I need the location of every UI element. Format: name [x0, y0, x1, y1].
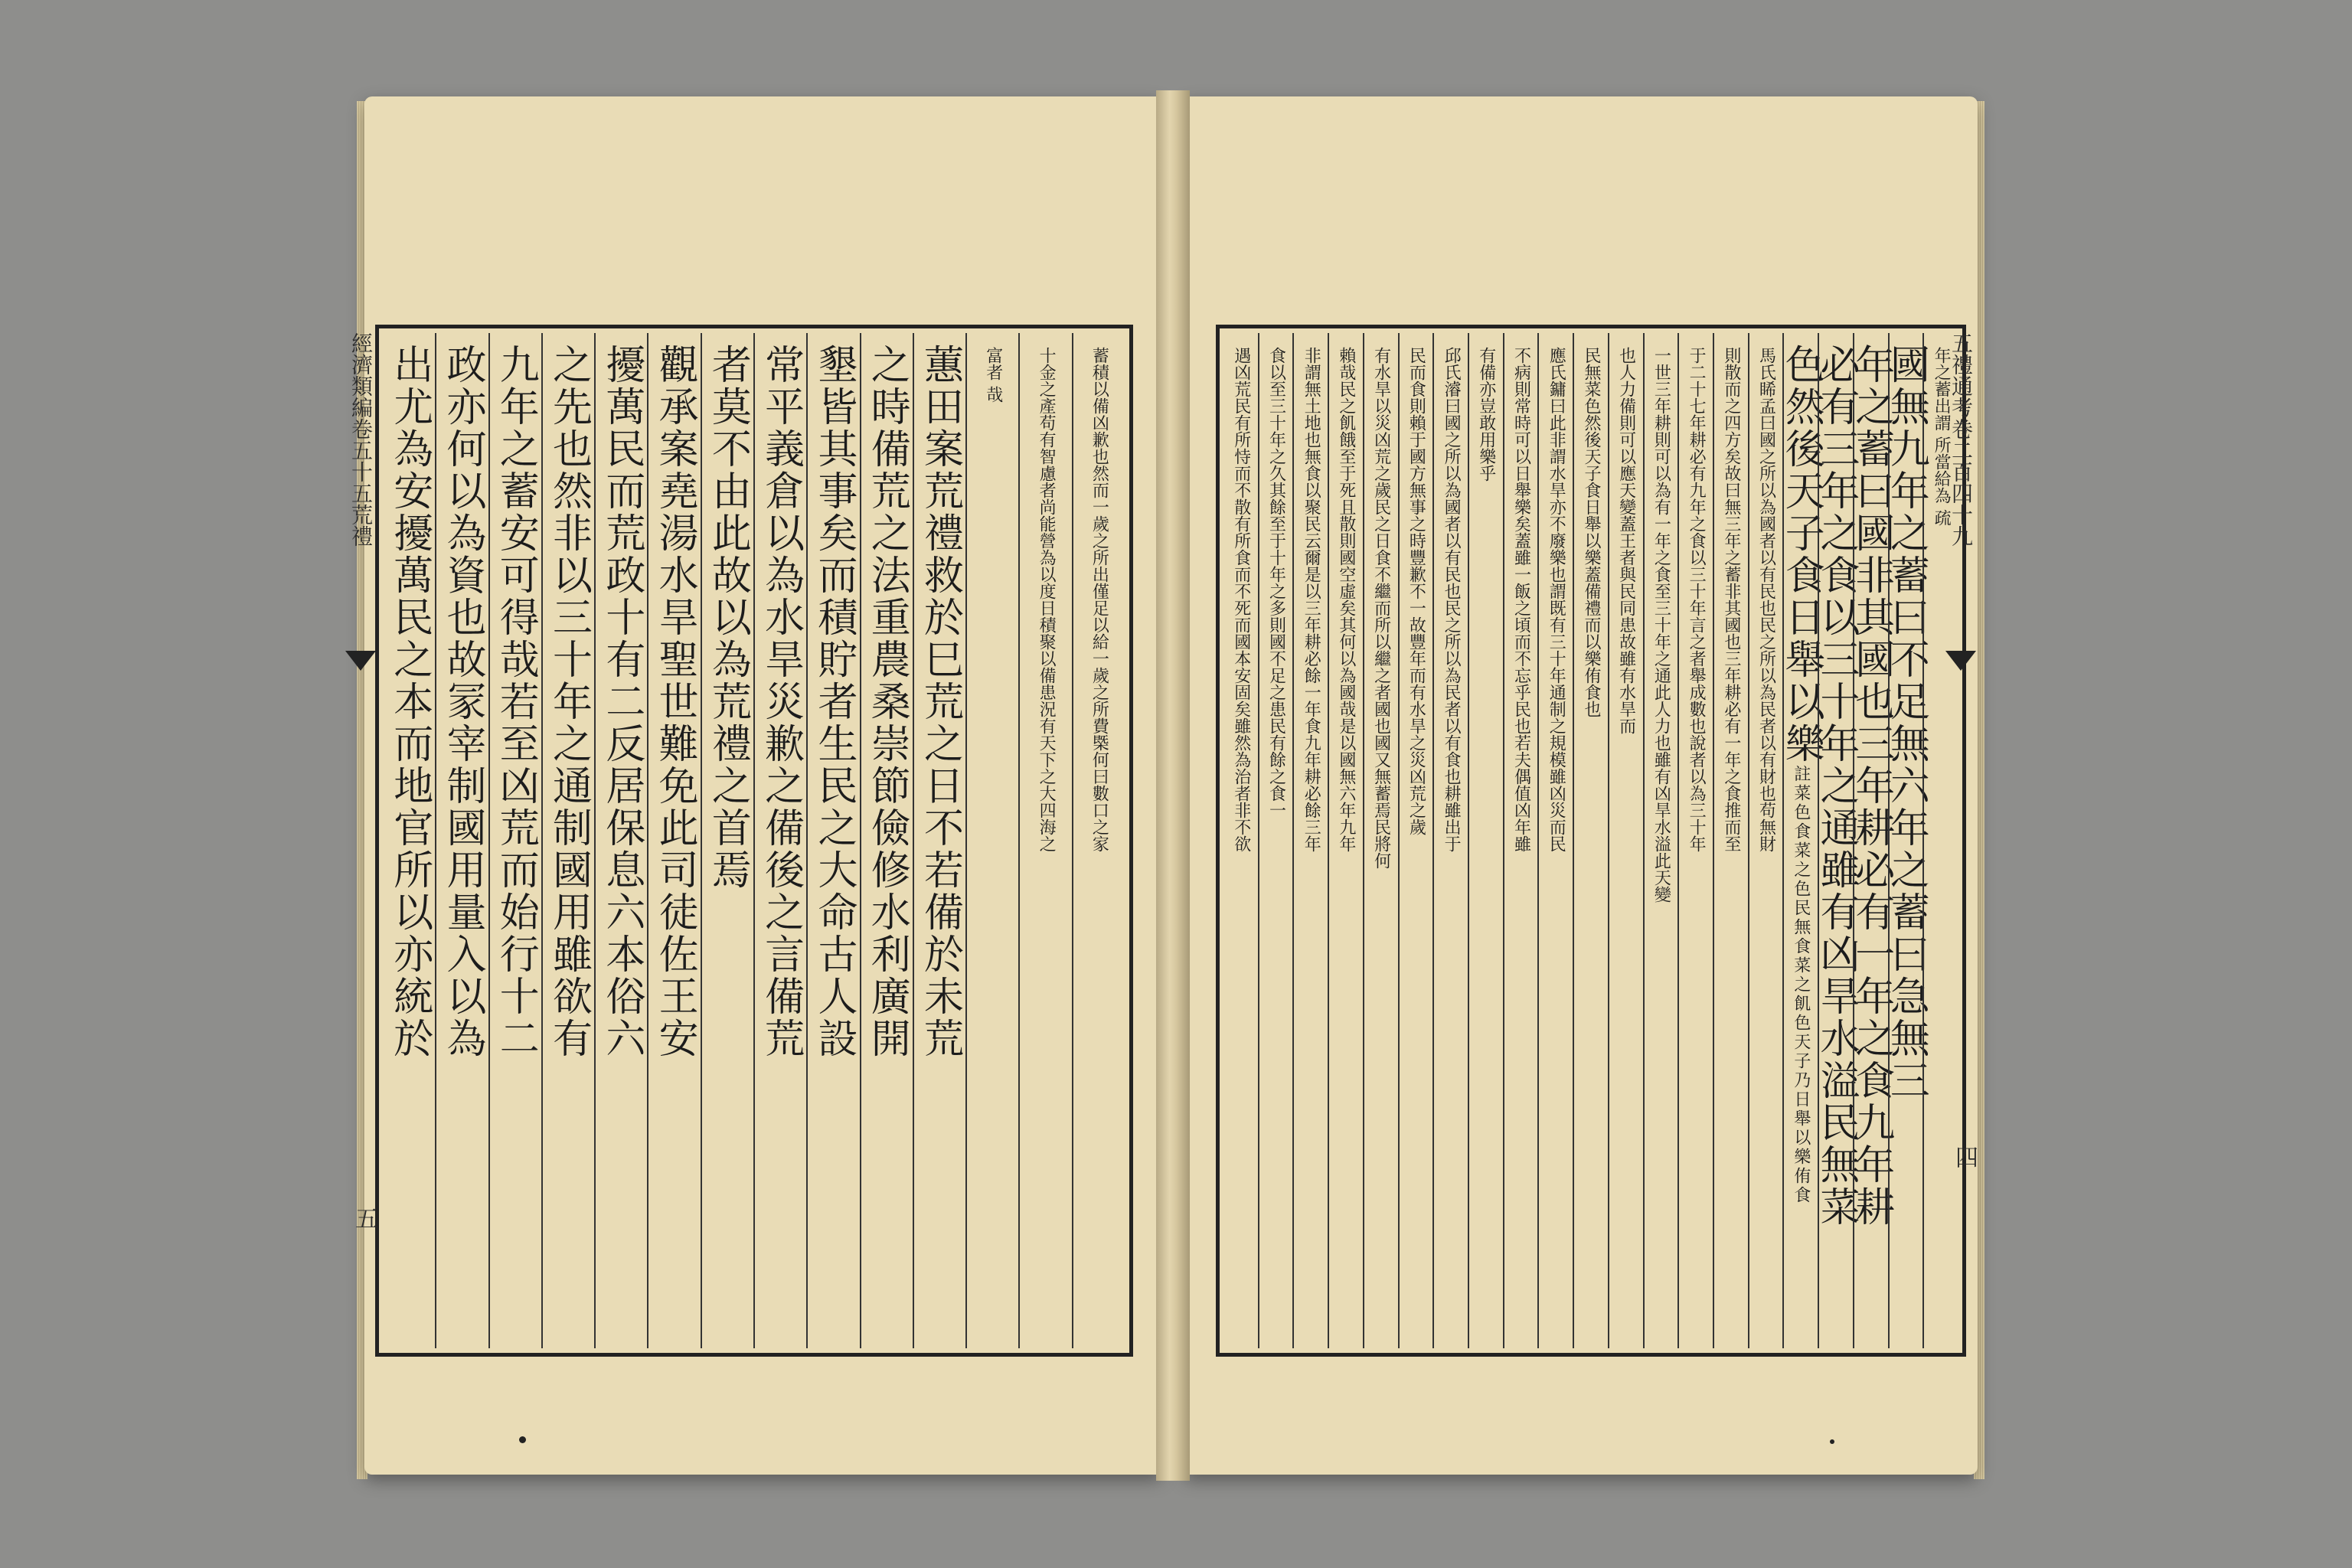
text-column [753, 333, 806, 1348]
column-text: 必有三年之食以三十年之通雖有凶旱水溢民無菜 [1812, 344, 1859, 1228]
column-text: 民無菜色然後天子食日舉以樂蓋備禮而以樂侑食也 [1581, 347, 1601, 717]
text-column [913, 333, 965, 1348]
book-gutter [1156, 90, 1190, 1481]
column-text: 蓄積以備凶歉也然而一歲之所出僅足以給一歲之所費㮣何曰數口之家 [1089, 347, 1109, 852]
column-text: 民而食則賴于國方無事之時豐歉不一故豐年而有水旱之災凶荒之歲 [1406, 347, 1426, 835]
column-text: 蕙田案荒禮救於巳荒之日不若備於未荒 [916, 344, 963, 1060]
column-text: 不病則常時可以日舉樂矣蓋雖一飯之頃而不忘乎民也若夫偶值凶年雖 [1511, 347, 1531, 852]
text-column [1432, 333, 1468, 1348]
column-text: 一世三年耕則可以為有一年之食至三十年之通此人力也雖有凶旱水溢此天變 [1651, 347, 1671, 903]
column-text: 政亦何以為資也故冡宰制國用量入以為 [439, 344, 485, 1060]
left-columns [384, 333, 1125, 1348]
right-fishtail-mark [1945, 651, 1976, 671]
text-column [1398, 333, 1433, 1348]
text-column [806, 333, 859, 1348]
text-column [384, 333, 435, 1348]
column-text: 邱氏濬曰國之所以為國者以有民也民之所以為民者以有食也耕雖出于 [1442, 347, 1462, 852]
column-text: 觀承案堯湯水旱聖世難免此司徒佐王安 [652, 344, 698, 1060]
right-text-frame [1216, 325, 1966, 1357]
text-column [1713, 333, 1748, 1348]
text-column [1072, 333, 1125, 1348]
text-column [541, 333, 594, 1348]
text-column [860, 333, 913, 1348]
text-column [1503, 333, 1538, 1348]
text-column [1537, 333, 1573, 1348]
column-text: 常平義倉以為水旱災歉之備後之言備荒 [757, 344, 804, 1060]
column-text: 國無九年之蓄曰不足無六年之蓄曰急無三 [1883, 344, 1929, 1102]
column-text: 者莫不由此故以為荒禮之首焉 [704, 344, 751, 891]
column-text: 年之蓄曰國非其國也三年耕必有一年之食九年耕 [1847, 344, 1894, 1228]
column-text: 有水旱以災凶荒之歲民之日食不繼而所以繼之者國也國又無蓄焉民將何 [1371, 347, 1391, 869]
column-text: 馬氏睎孟曰國之所以為國者以有民也民之所以為民者以有財也苟無財 [1756, 347, 1776, 852]
column-text: 擾萬民而荒政十有二反居保息六本俗六 [598, 344, 645, 1060]
column-text: 墾皆其事矣而積貯者生民之大命古人設 [810, 344, 857, 1060]
column-text: 十金之產苟有智慮者尚能營為以度日積聚以備患況有天下之大四海之 [1037, 347, 1057, 852]
column-text: 遇凶荒民有所恃而不散有所食而不死而國本安固矣雖然為治者非不欲 [1231, 347, 1251, 852]
text-column [1608, 333, 1643, 1348]
right-margin-title: 五禮通考卷二百四十九 [1949, 332, 1974, 547]
text-column [1224, 333, 1258, 1348]
column-text: 則散而之四方矣故曰無三年之蓄非其國也三年耕必有一年之食推而至 [1721, 347, 1741, 852]
text-column [594, 333, 647, 1348]
text-column [1328, 333, 1363, 1348]
text-column [1018, 333, 1071, 1348]
text-column [1468, 333, 1503, 1348]
text-column [965, 333, 1018, 1348]
column-annotation: 註菜色食菜之色民無食菜之飢色天子乃日舉以樂侑食 [1791, 765, 1811, 1205]
right-columns [1224, 333, 1958, 1348]
column-text: 也人力備則可以應天變蓋王者與民同患故雖有水旱而 [1616, 347, 1636, 734]
column-text: 應氏鏞曰此非謂水旱亦不廢樂也謂既有三十年通制之規模雖凶災而民 [1547, 347, 1566, 852]
column-text: 于二十七年耕必有九年之食以三十年言之者舉成數也說者以為三十年 [1687, 347, 1707, 852]
column-text: 之時備荒之法重農桑崇節儉修水利廣開 [864, 344, 910, 1060]
text-column [1812, 333, 1859, 1348]
ink-speck-left [519, 1436, 526, 1443]
left-fishtail-mark [345, 651, 376, 671]
column-text: 非謂無土地也無食以聚民云爾是以三年耕必餘一年食九年耕必餘三年 [1302, 347, 1321, 852]
column-text: 色然後天子食日舉以樂 [1778, 344, 1824, 765]
left-folio: 五 [351, 1207, 377, 1230]
text-column [1643, 333, 1678, 1348]
left-text-frame [375, 325, 1133, 1357]
column-text: 九年之蓄安可得哉若至凶荒而始行十二 [492, 344, 539, 1060]
left-margin-title: 經濟類編卷五十五荒禮 [348, 332, 374, 547]
column-text: 賴哉民之飢餓至于死且散則國空虛矣其何以為國哉是以國無六年九年 [1336, 347, 1356, 852]
text-column [1883, 333, 1929, 1348]
text-column [1292, 333, 1328, 1348]
text-column [1677, 333, 1713, 1348]
column-text: 之先也然非以三十年之通制國用雖欲有 [545, 344, 592, 1060]
column-text: 食以至三十年之久其餘至于十年之多則國不足之患民有餘之食一 [1266, 347, 1286, 818]
text-column [488, 333, 541, 1348]
text-column [701, 333, 753, 1348]
column-text: 出尤為安擾萬民之本而地官所以亦統於 [386, 344, 433, 1060]
text-column [647, 333, 700, 1348]
column-text: 有備亦豈敢用樂乎 [1476, 347, 1496, 482]
column-text: 富者 哉 [983, 347, 1003, 403]
text-column [435, 333, 488, 1348]
column-text: 年之蓄出謂 所當給為 疏 [1932, 347, 1952, 526]
ink-speck-right [1830, 1439, 1834, 1444]
right-folio: 四 [1951, 1145, 1978, 1168]
text-column [1363, 333, 1398, 1348]
text-column [1573, 333, 1608, 1348]
text-column [1258, 333, 1293, 1348]
